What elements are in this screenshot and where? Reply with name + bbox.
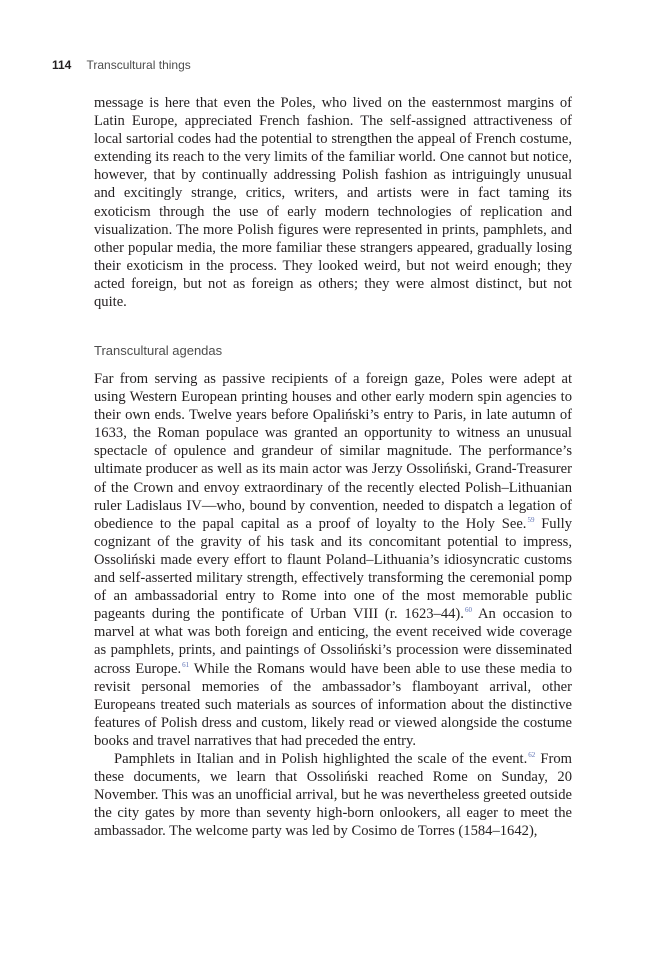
running-head bbox=[52, 58, 191, 72]
body-text-section bbox=[94, 370, 572, 840]
body-text-top bbox=[94, 94, 572, 311]
paragraph-continued: message is here that even the Poles, who lived on the easternmost margins of Latin Europe, appreciated French fashion. The self-assigned attractiveness of local sartorial codes had the potential to strengthen the appeal of French costume, extending its reach to the very limits of the familiar world. One cannot but notice, however, that by continually addressing Polish fashion as intriguingly unusual and excitingly strange, critics, writers, and artists were in fact taming its exoticism through the use of early modern technologies of replication and visualization. The more Polish figures were represented in prints, pamphlets, and other popular media, the more familiar these strangers appeared, gradually losing their exoticism in the process. They looked weird, but not weird enough; they acted foreign, but not as foreign as others; they were almost distinct, but not quite. bbox=[94, 95, 572, 311]
paragraph-text: Fully cognizant of the gravity of his task and its concomitant potential to impress, Ossoliński made every effort to flaunt Poland–Lithuania’s idiosyncratic customs and self-asserted military strength, effectively transforming the ceremonial pomp of an ambassadorial entry to Rome into one of the most memorable public pageants during the pontificate of Urban VIII (r. 1623–44). bbox=[94, 515, 573, 623]
paragraph-text: From these documents, we learn that Ossoliński reached Rome on Sunday, 20 November. This was an unofficial arrival, but he was nevertheless greeted outside the city gates by more than seventy high-born onlookers, all eager to meet the ambassador. The welcome party was led by Cosimo de Torres (1584–1642), bbox=[94, 750, 572, 840]
paragraph-text: While the Romans would have been able to use these media to revisit personal memories of the ambassador’s flamboyant arrival, other Europeans treated such materials as sources of information about the distinctive features of Polish dress and custom, likely read or viewed alongside the costume books and travel narratives that had preceded the entry. bbox=[94, 660, 572, 749]
paragraph-text: An occasion to marvel at what was both foreign and enticing, the event received wide coverage as pamphlets, prints, and paintings of Ossoliński’s procession were disseminated across Europe. bbox=[94, 606, 572, 677]
paragraph-text: Far from serving as passive recipients of a foreign gaze, Poles were adept at using Western European printing houses and other early modern spin agencies to their own ends. Twelve years before Opaliński’s entry to Paris, in late autumn of 1633, the Roman populace was granted an opportunity to witness an unusual spectacle of opulence and grandeur of similar magnitude. The performance’s ultimate producer as well as its main actor was Jerzy Ossoliński, Grand-Treasurer of the Crown and envoy extraordinary of the recently elected Polish–Lithuanian ruler Ladislaus IV—who, bound by convention, needed to dispatch a legation of obedience to the papal capital as a proof of loyalty to the Holy See. bbox=[94, 371, 572, 532]
footnote-ref-59[interactable]: 59 bbox=[527, 515, 535, 524]
page-number: 114 bbox=[52, 58, 72, 72]
footnote-ref-62[interactable]: 62 bbox=[528, 751, 536, 760]
paragraph-pamphlets bbox=[94, 750, 572, 840]
section-heading: Transcultural agendas bbox=[94, 343, 223, 358]
footnote-ref-60[interactable]: 60 bbox=[464, 606, 472, 615]
paragraph-opening bbox=[94, 370, 572, 750]
paragraph-text: Pamphlets in Italian and in Polish highlighted the scale of the event. bbox=[114, 750, 528, 767]
footnote-ref-61[interactable]: 61 bbox=[182, 660, 190, 669]
running-title: Transcultural things bbox=[86, 58, 191, 72]
